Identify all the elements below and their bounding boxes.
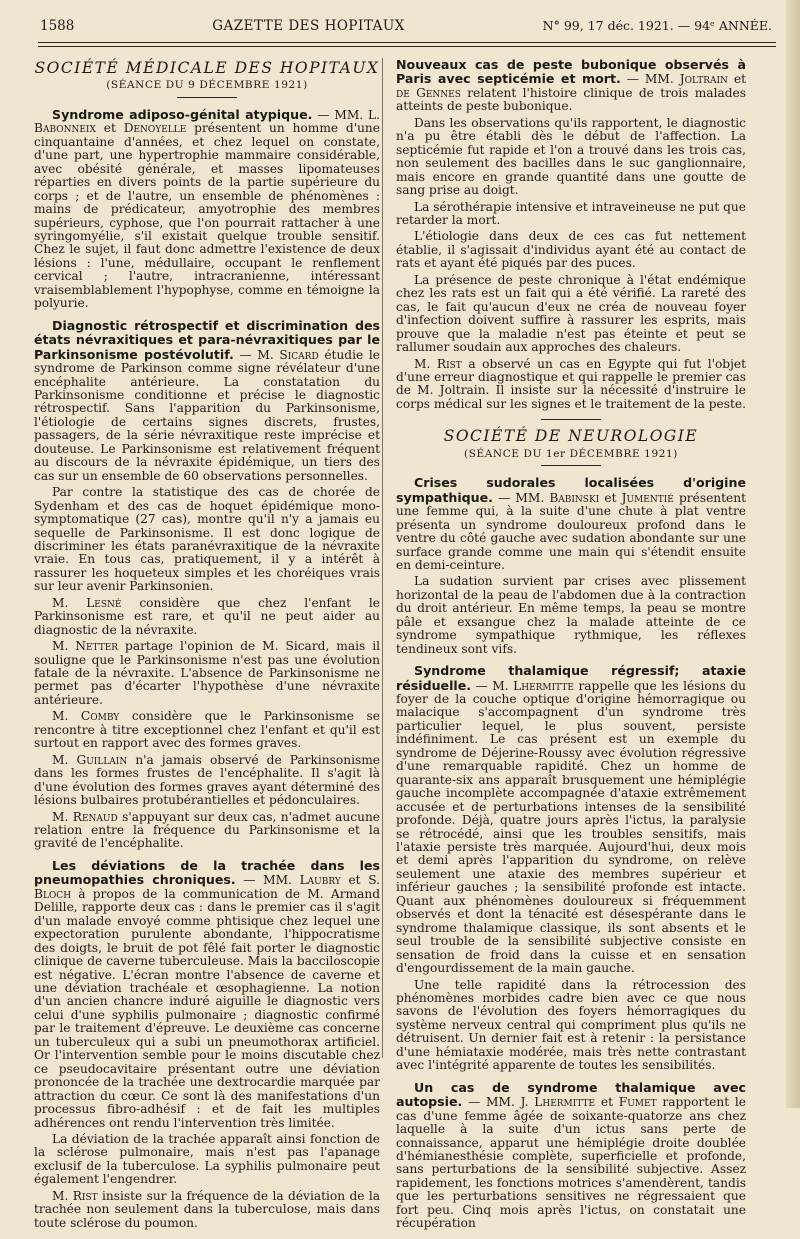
text-run: M. — [414, 356, 437, 371]
article-paragraph — [396, 1081, 746, 1231]
author-name: Babinski — [549, 490, 600, 505]
session-date: (SÉANCE DU 1er DÉCEMBRE 1921) — [464, 447, 678, 460]
society-heading: SOCIÉTÉ DE NEUROLOGIE — [443, 427, 699, 446]
author-name: Renaud — [72, 809, 118, 824]
journal-title: GAZETTE DES HOPITAUX — [212, 18, 405, 34]
text-run: — MM. — [462, 1095, 521, 1110]
author-name: Lesné — [86, 595, 122, 610]
article-title: Syndrome adiposo-génital atypique. — [52, 106, 313, 122]
article-syndrome-adiposo-genital — [34, 108, 380, 311]
article-syndrome-thalamique-autopsie — [396, 1081, 746, 1231]
text-run: — MM. — [235, 873, 300, 888]
article-title: Crises sudorales localisées d'origine sympathique. — [396, 475, 746, 505]
text-run: rappelle que les lésions du foyer de la couche optique d'origine hémorragique ou malacique s'accompagnent d'un syndrome très particulier lequel, le plus souvent, persiste indéfiniment. Le cas présent est un exemple du syndrome de Déjerine-Roussy avec évolution régressive d'une remarquable rapidité. Chez un homme de quarante-six ans apparaît brusquement une hémiplégie gauche incomplète accompagnée d'ataxie extrêmement accusée et de perturbations intenses de la sensibilité profonde. Déjà, quatre jours après l'ictus, la paralysie se rétrocédé, ainsi que les troubles sensitifs, mais l'ataxie persiste très marquée. Aujourd'hui, deux mois et demi après l'apparition du syndrome, on relève seulement une ataxie des membres supérieur et inférieur gauches ; la sensibilité profonde est intacte. Quant aux phénomènes douloureux si fréquemment observés et dont la ténacité est désespérante dans le syndrome thalamique classique, ils sont absents et le seul trouble de la sensibilité subjective consiste en sensation de froid dans la cuisse et en sensation d'engourdissement de la main gauche. — [396, 678, 746, 976]
article-paragraph — [34, 640, 380, 707]
article-title: Diagnostic rétrospectif et discrimination des états névraxitiques et para-névraxitiques par le Parkinsonisme postévolutif. — [34, 317, 380, 362]
section-rule — [541, 419, 601, 420]
right-column — [396, 58, 746, 1239]
issue-info: N° 99, 17 déc. 1921. — 94ᵉ ANNÉE. — [542, 18, 772, 33]
text-run: à propos de la communication de M. Armand Delille, rapporte deux cas : dans le premier cas il s'agit d'un malade envoyé comme phtisique chez lequel une expectoration purulente abondante, l'hippocratisme des doigts, le bruit de pot fêlé fait porter le diagnostic clinique de caverne tuberculeuse. Mais la bacciloscopie est négative. L'écran montre l'absence de caverne et une déviation trachéale et œsophagienne. La notion d'un ancien chancre induré aiguille le diagnostic vers celui d'une syphilis pulmonaire ; diagnostic confirmé par le traitement d'épreuve. Le deuxième cas concerne un tuberculeux qui a subi un pneumothorax artificiel. Or l'intervention semble pour le moins discutable chez ce pseudocavitaire présentant outre une déviation prononcée de la trachée une dextrocardie marquée par attraction du cœur. Ce sont là des manifestations d'un processus fibro-adhésif : et de fait les multiples adhérences ont rendu l'intervention très limitée. — [34, 886, 380, 1130]
text-run: rapportent le cas d'une femme âgée de soixante-quatorze ans chez laquelle à la suite d'un ictus sans perte de connaissance, apparut une hémiplégie droite doublée d'hémianesthésie complète, superficielle et profonde, sans perturbations de la sensibilité subjective. Assez rapidement, les fonctions motrices s'amendèrent, tandis que les perturbations sensitives ne régressaient que fort peu. Cinq mois après l'ictus, on constatait une récupération — [396, 1095, 747, 1231]
text-run: — MM. — [620, 72, 680, 87]
article-crises-sudorales — [396, 476, 746, 656]
article-title: Un cas de syndrome thalamique avec autopsie. — [396, 1079, 746, 1110]
author-name: Jumentié — [621, 490, 674, 505]
text-run: a observé un cas en Egypte qui fut l'objet d'une erreur diagnostique et qui rappelle le premier cas de M. Joltrain. Il insiste sur la nécessité d'instruire le corps médical sur les signes et le traitement de la peste. — [396, 356, 746, 411]
text-run: relatent l'histoire clinique de trois malades atteints de peste bubonique. — [396, 85, 746, 114]
article-paragraph: L'étiologie dans deux de ces cas fut nettement établie, il s'agissait d'individus ayant été au contact de rats et ayant été piqués par des puces. — [396, 229, 746, 271]
header-rule-thin — [38, 46, 776, 47]
article-paragraph — [396, 664, 746, 975]
article-paragraph: Dans les observations qu'ils rapportent, le diagnostic n'a pu être établi dès le début de l'affection. La septicémie fut rapide et l'on a trouvé dans les trois cas, non seulement des bacilles dans le suc ganglionnaire, mais encore en grande quantité dans une goutte de sang prise au doigt. — [396, 115, 746, 198]
author-name: Rist — [436, 356, 462, 371]
text-run: — M. — [471, 678, 514, 693]
author-name: J. Lhermitte — [520, 1095, 596, 1110]
article-paragraph — [34, 597, 380, 637]
article-paragraph — [34, 811, 380, 851]
article-title: Les déviations de la trachée dans les pneumopathies chroniques. — [34, 857, 380, 888]
section-rule — [541, 465, 601, 466]
text-run: et — [599, 490, 622, 505]
article-title: Nouveaux cas de peste bubonique observés à Paris avec septicémie et mort. — [396, 57, 746, 87]
article-title: Syndrome thalamique régressif; ataxie résiduelle. — [396, 663, 746, 693]
text-run: M. — [52, 595, 87, 610]
text-run: et — [727, 72, 746, 87]
text-run: considère que chez l'enfant le Parkinsonisme est rare, et qu'il ne peut aider au diagnostic de la névraxite. — [34, 595, 380, 637]
text-run: — MM. — [312, 107, 369, 122]
column-separator — [382, 58, 383, 1058]
text-run: présentent un homme d'une cinquantaine d'années, et chez lequel on constate, d'une part, une hypertrophie mammaire considérable, avec obésité générale, et masses lipomateuses réparties en divers points de la partie supérieure du corps ; et de l'autre, un ensemble de phénomènes : mains de prédicateur, amyotrophie des membres supérieurs, cyphose, que l'on pourrait rattacher à une syringomyélie, s'il existait quelque trouble sensitif. Chez le sujet, il faut donc admettre l'existence de deux lésions : l'une, médullaire, occupant le renflement cervical ; l'autre, intracranienne, intéressant vraisemblablement l'hypophyse, comme en témoigne la polyurie. — [34, 121, 380, 311]
header-rule — [38, 42, 776, 43]
article-paragraph: La sérothérapie intensive et intraveineuse ne put que retarder la mort. — [396, 199, 746, 227]
article-paragraph — [396, 358, 746, 412]
author-name: L. Babonneix — [34, 107, 380, 136]
article-paragraph — [396, 58, 746, 114]
author-name: Fumet — [618, 1095, 657, 1110]
article-paragraph — [34, 319, 380, 483]
article-paragraph — [34, 859, 380, 1130]
author-name: Comby — [80, 709, 120, 724]
article-deviations-trachee — [34, 859, 380, 1230]
author-name: Laubry — [299, 873, 341, 888]
article-paragraph — [34, 710, 380, 750]
article-peste-bubonique — [396, 58, 746, 411]
page-number: 1588 — [40, 18, 75, 34]
author-name: S. Bloch — [34, 873, 380, 901]
text-run: M. — [52, 809, 73, 824]
author-name: Joltrain — [679, 72, 728, 87]
society-heading: SOCIÉTÉ MÉDICALE DES HOPITAUX — [34, 59, 380, 77]
article-syndrome-thalamique-regressif — [396, 664, 746, 1073]
text-run: et — [95, 121, 124, 136]
text-run: M. — [52, 1188, 73, 1203]
article-paragraph: La présence de peste chronique à l'état endémique chez les rats est un fait qui a été vérifié. La rareté des cas, le fait qu'aucun d'eux ne créa de nouveau foyer d'infection doivent suffire à rassurer les esprits, mais prouve que la maladie n'est pas éteinte et peut se rallumer soudain aux approches des chaleurs. — [396, 272, 746, 355]
text-run: et — [595, 1095, 619, 1110]
author-name: Rist — [72, 1188, 98, 1203]
article-paragraph — [34, 754, 380, 808]
section-rule — [177, 97, 237, 98]
session-date: (SÉANCE DU 9 DÉCEMBRE 1921) — [106, 79, 308, 92]
left-column — [34, 58, 380, 1238]
text-run: présentent une femme qui, à la suite d'une chute à plat ventre présenta un syndrome douloureux profond dans le ventre du côté gauche avec sudation abondante sur une surface grande comme une main qui s'étendit ensuite en demi-ceinture. — [396, 490, 746, 572]
text-run: partage l'opinion de M. Sicard, mais il souligne que le Parkinsonisme n'est pas une évolution fatale de la névraxite. L'absence de Parkinsonisme ne permet pas d'écarter l'hypothèse d'une névraxite antérieure. — [34, 639, 380, 707]
page-edge — [786, 0, 800, 1108]
author-name: Sicard — [279, 347, 319, 362]
text-run: M. — [52, 709, 81, 724]
author-name: Denoyelle — [123, 121, 187, 136]
author-name: de Gennes — [396, 85, 461, 100]
text-run: considère que le Parkinsonisme se rencontre à titre exceptionnel chez l'enfant et qu'il est surtout en rapport avec des formes graves. — [34, 709, 380, 751]
author-name: Lhermitte — [513, 678, 574, 693]
article-diagnostic-retrospectif — [34, 319, 380, 851]
article-paragraph — [396, 476, 746, 572]
text-run: étudie le syndrome de Parkinson comme signe révélateur d'une encéphalite antérieure. La constatation du Parkinsonisme conditionne et précise le diagnostic rétrospectif. Sans l'apparition du Parkinsonisme, l'étiologie de certains signes discrets, frustes, passagers, de la série névraxitique reste imprécise et douteuse. Le Parkinsonisme est relativement fréquent au discours de la névraxite épidémique, un tiers des cas sur un ensemble de 60 observations personnelles. — [34, 347, 380, 483]
text-run: et — [340, 873, 369, 888]
article-paragraph: La sudation survient par crises avec plissement horizontal de la peau de l'abdomen due à la contraction du droit antérieur. En même temps, la peau se montre pâle et exsangue chez la malade atteinte de ce syndrome sympathique rythmique, les réflexes tendineux sont vifs. — [396, 574, 746, 656]
author-name: Guillain — [76, 752, 128, 767]
article-paragraph: Une telle rapidité dans la rétrocession des phénomènes morbides cadre bien avec ce que nous savons de l'évolution des foyers hémorragiques du système nerveux central qui compriment plus qu'ils ne détruisent. Un dernier fait est à retenir : la persistance d'une hémiataxie modérée, mais très nette contrastant avec l'intégrité apparente de toutes les sensibilités. — [396, 977, 746, 1073]
author-name: Netter — [75, 639, 119, 654]
text-run: — MM. — [492, 490, 550, 505]
article-paragraph — [34, 108, 380, 311]
text-run: M. — [52, 639, 76, 654]
article-paragraph: La déviation de la trachée apparaît ainsi fonction de la sclérose pulmonaire, mais n'est pas l'apanage exclusif de la tuberculose. La syphilis pulmonaire peut également l'engendrer. — [34, 1131, 380, 1187]
page-header — [40, 18, 772, 40]
text-run: insiste sur la fréquence de la déviation de la trachée non seulement dans la tuberculose, mais dans toute sclérose du poumon. — [34, 1188, 380, 1230]
text-run: s'appuyant sur deux cas, n'admet aucune relation entre la fréquence du Parkinsonisme et la gravité de l'encéphalite. — [34, 809, 381, 851]
article-paragraph — [34, 1190, 380, 1230]
article-paragraph: Par contre la statistique des cas de chorée de Sydenham et des cas de hoquet épidémique mono-symptomatique (27 cas), montre qu'il n'y a jamais eu sequelle de Parkinsonisme. Il est donc logique de discriminer les états paranévraxitique de la névraxite vraie. En tous cas, pratiquement, il y a intérêt à rassurer les hoqueteux simples et les choréiques vrais sur leur avenir Parkinsonien. — [34, 485, 380, 594]
text-run: — M. — [233, 347, 280, 362]
text-run: n'a jamais observé de Parkinsonisme dans les formes frustes de l'encéphalite. Il s'agit là d'une évolution des formes graves ayant déterminé des lésions bulbaires protubérantielles et pédonculaires. — [34, 752, 381, 808]
text-run: M. — [52, 752, 77, 767]
